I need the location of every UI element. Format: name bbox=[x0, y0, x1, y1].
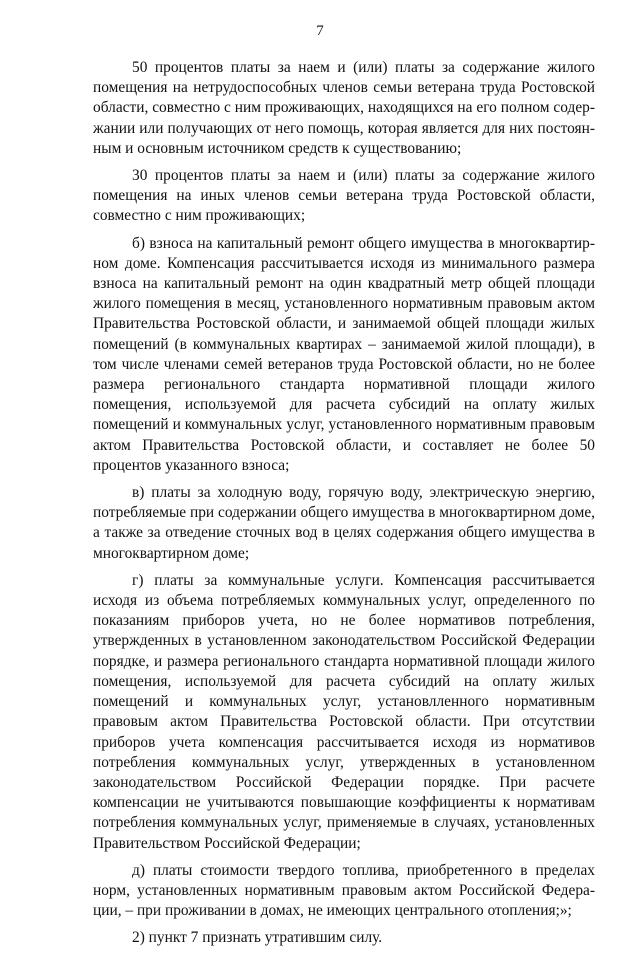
document-body bbox=[93, 58, 595, 956]
page-number: 7 bbox=[316, 23, 324, 39]
paragraph-communal-services: г) платы за коммунальные услуги. Компенсация рассчитывается исходя из объема потребляемых коммунальных услуг, определенного по показаниям приборов учета, но не более нормативов потребления, утвержденных в установленном законодательством Российской Федерации порядке, и размера регионального стандарта нормативной площади жилого помещения, используемой для расчета субсидий на оплату жилых помещений и коммунальных услуг, установлленного нормативным правовым актом Правительства Ростовской области. При отсутствии приборов учета компенсация рассчитывается исходя из нормативов потребления коммунальных услуг, утвержденных в установленном законодательством Российской Федерации порядке. При расчете компенсации не учитываются повышающие коэффициенты к нормативам потребления коммунальных услуг, применяемые в случаях, установленных Правительством Российской Федерации; bbox=[93, 571, 595, 852]
paragraph-capital-repair: б) взноса на капитальный ремонт общего имущества в многоквартирном доме. Компенсация рассчитывается исходя из минимального размера взноса на капитальный ремонт на один квадратный метр общей площади жилого помещения в месяц, установленного нормативным правовым актом Правительства Ростовской области, и занимаемой общей площади жилых помещений (в коммунальных квартирах – занимаемой жилой площади), в том числе членами семей ветеранов труда Ростовской области, но не более размера регионального стандарта нормативной площади жилого помещения, используемой для расчета субсидий на оплату жилых помещений и коммунальных услуг, установленного нормативным правовым актом Правительства Ростовской области, и составляет не более 50 процентов указанного взноса; bbox=[93, 234, 595, 474]
paragraph-common-property-utilities: в) платы за холодную воду, горячую воду, электрическую энергию, потребляемые при содержании общего имущества в многоквартирном доме, а также за отведение сточных вод в целях содержания общего имущества в многоквартирном доме; bbox=[93, 484, 595, 562]
paragraph-disabled-family-rate: 50 процентов платы за наем и (или) платы за содержание жилого помещения на нетрудоспособных членов семьи ветерана труда Ростовской области, совместно с ним проживающих, находящихся на его полном содержании или получающих от него помощь, которая является для них постоянным и основным источником средств к существованию; bbox=[93, 59, 595, 157]
paragraph-other-family-rate: 30 процентов платы за наем и (или) платы за содержание жилого помещения на иных членов семьи ветерана труда Ростовской области, совместно с ним проживающих; bbox=[93, 167, 595, 225]
paragraph-clause-7: 2) пункт 7 признать утратившим силу. bbox=[132, 929, 383, 947]
paragraph-solid-fuel: д) платы стоимости твердого топлива, приобретенного в пределах норм, установленных нормативным правовым актом Российской Федерации, – при проживании в домах, не имеющих центрального отопления;»; bbox=[93, 861, 595, 920]
